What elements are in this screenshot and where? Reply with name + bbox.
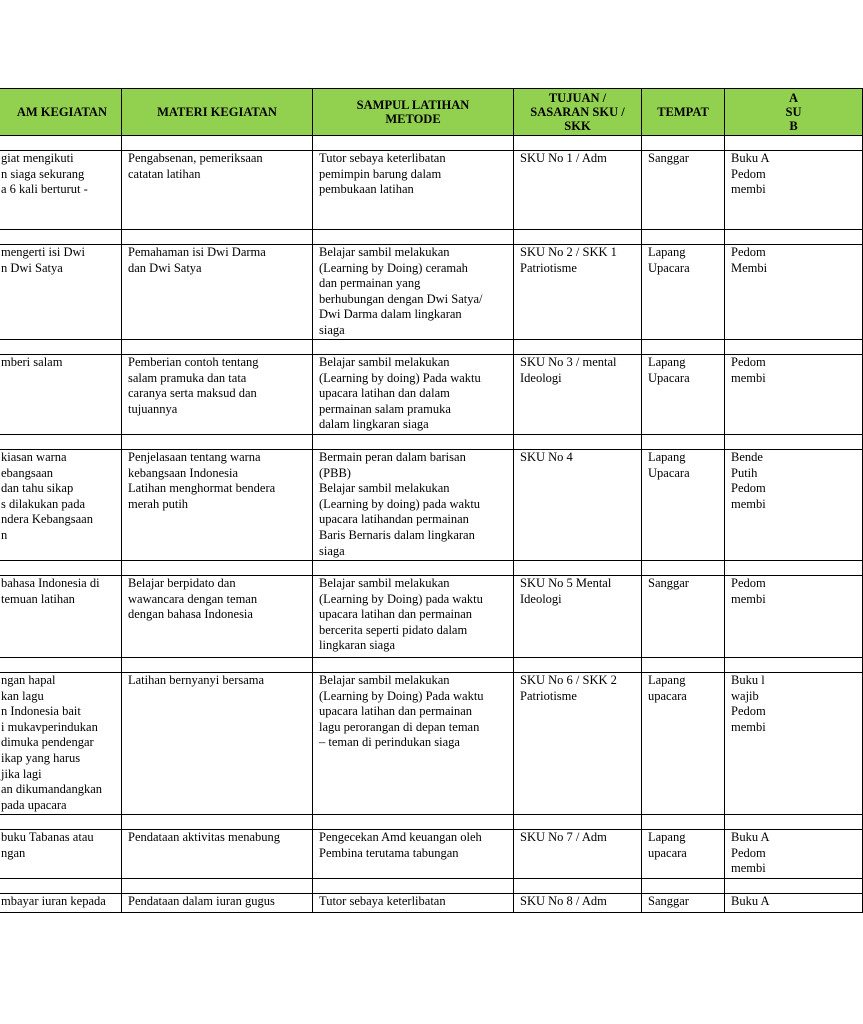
spacer-cell xyxy=(122,658,313,673)
spacer-row xyxy=(0,815,863,830)
spacer-cell xyxy=(0,815,122,830)
cell-materi: Pemberian contoh tentang salam pramuka dan tata caranya serta maksud dan tujuannya xyxy=(122,355,313,435)
header-alat: A SU B xyxy=(725,89,863,136)
spacer-cell xyxy=(514,879,642,894)
spacer-cell xyxy=(642,435,725,450)
cell-tempat: Sanggar xyxy=(642,576,725,658)
spacer-row xyxy=(0,340,863,355)
header-tempat: TEMPAT xyxy=(642,89,725,136)
cell-kegiatan: bahasa Indonesia di temuan latihan xyxy=(0,576,122,658)
cell-tujuan: SKU No 4 xyxy=(514,450,642,561)
spacer-cell xyxy=(122,815,313,830)
cell-materi: Pemahaman isi Dwi Darma dan Dwi Satya xyxy=(122,245,313,340)
cell-tempat: Sanggar xyxy=(642,894,725,913)
cell-tujuan: SKU No 6 / SKK 2 Patriotisme xyxy=(514,673,642,815)
cell-materi: Pendataan dalam iuran gugus xyxy=(122,894,313,913)
spacer-cell xyxy=(122,435,313,450)
cell-metode: Belajar sambil melakukan (Learning by Doing) ceramah dan permainan yang berhubungan dengan Dwi Satya/ Dwi Darma dalam lingkaran siaga xyxy=(313,245,514,340)
spacer-cell xyxy=(725,879,863,894)
spacer-cell xyxy=(514,230,642,245)
spacer-cell xyxy=(642,815,725,830)
spacer-cell xyxy=(725,658,863,673)
table-row xyxy=(0,673,863,815)
spacer-cell xyxy=(313,561,514,576)
cell-metode: Pengecekan Amd keuangan oleh Pembina terutama tabungan xyxy=(313,830,514,879)
cell-alat: Pedom Membi xyxy=(725,245,863,340)
table-row xyxy=(0,151,863,230)
table-row xyxy=(0,576,863,658)
table-row xyxy=(0,355,863,435)
cell-kegiatan: mberi salam xyxy=(0,355,122,435)
spacer-cell xyxy=(313,879,514,894)
header-tujuan: TUJUAN / SASARAN SKU / SKK xyxy=(514,89,642,136)
cell-materi: Latihan bernyanyi bersama xyxy=(122,673,313,815)
cell-tempat: Lapang Upacara xyxy=(642,245,725,340)
cell-alat: Pedom membi xyxy=(725,576,863,658)
cell-tujuan: SKU No 1 / Adm xyxy=(514,151,642,230)
cell-alat: Buku A Pedom membi xyxy=(725,830,863,879)
cell-metode: Belajar sambil melakukan (Learning by doing) Pada waktu upacara latihan dan dalam permainan salam pramuka dalam lingkaran siaga xyxy=(313,355,514,435)
spacer-cell xyxy=(122,230,313,245)
spacer-cell xyxy=(0,230,122,245)
cell-alat: Bende Putih Pedom membi xyxy=(725,450,863,561)
cell-tempat: Lapang Upacara xyxy=(642,450,725,561)
spacer-cell xyxy=(642,879,725,894)
cell-materi: Pendataan aktivitas menabung xyxy=(122,830,313,879)
cell-metode: Bermain peran dalam barisan (PBB) Belajar sambil melakukan (Learning by doing) pada waktu upacara latihandan permainan Baris Bernaris dalam lingkaran siaga xyxy=(313,450,514,561)
header-metode: SAMPUL LATIHAN METODE xyxy=(313,89,514,136)
spacer-cell xyxy=(122,136,313,151)
cell-tempat: Lapang upacara xyxy=(642,673,725,815)
spacer-cell xyxy=(514,815,642,830)
spacer-cell xyxy=(122,561,313,576)
spacer-cell xyxy=(642,561,725,576)
spacer-cell xyxy=(514,340,642,355)
cell-materi: Belajar berpidato dan wawancara dengan teman dengan bahasa Indonesia xyxy=(122,576,313,658)
table-row xyxy=(0,830,863,879)
table-body xyxy=(0,136,863,913)
spacer-cell xyxy=(313,340,514,355)
cell-kegiatan: giat mengikuti n siaga sekurang a 6 kali berturut - xyxy=(0,151,122,230)
spacer-cell xyxy=(313,230,514,245)
cell-tujuan: SKU No 3 / mental Ideologi xyxy=(514,355,642,435)
cell-kegiatan: kiasan warna ebangsaan dan tahu sikap s dilakukan pada ndera Kebangsaan n xyxy=(0,450,122,561)
table-header-row xyxy=(0,89,863,136)
spacer-row xyxy=(0,136,863,151)
cell-alat: Pedom membi xyxy=(725,355,863,435)
cell-tujuan: SKU No 2 / SKK 1 Patriotisme xyxy=(514,245,642,340)
cell-metode: Belajar sambil melakukan (Learning by Doing) pada waktu upacara latihan dan permainan bercerita seperti pidato dalam lingkaran siaga xyxy=(313,576,514,658)
spacer-cell xyxy=(0,340,122,355)
cell-metode: Tutor sebaya keterlibatan pemimpin barung dalam pembukaan latihan xyxy=(313,151,514,230)
header-materi-kegiatan: MATERI KEGIATAN xyxy=(122,89,313,136)
cell-kegiatan: ngan hapal kan lagu n Indonesia bait i mukavperindukan dimuka pendengar ikap yang harus jika lagi an dikumandangkan pada upacara xyxy=(0,673,122,815)
header-nama-kegiatan: AM KEGIATAN xyxy=(0,89,122,136)
spacer-cell xyxy=(725,230,863,245)
spacer-cell xyxy=(0,879,122,894)
spacer-cell xyxy=(0,435,122,450)
spacer-cell xyxy=(313,658,514,673)
spacer-row xyxy=(0,879,863,894)
cell-tempat: Lapang upacara xyxy=(642,830,725,879)
spacer-cell xyxy=(725,136,863,151)
spacer-cell xyxy=(642,230,725,245)
spacer-cell xyxy=(0,561,122,576)
cell-kegiatan: mbayar iuran kepada xyxy=(0,894,122,913)
cell-alat: Buku l wajib Pedom membi xyxy=(725,673,863,815)
cell-alat: Buku A Pedom membi xyxy=(725,151,863,230)
spacer-cell xyxy=(642,340,725,355)
table-row xyxy=(0,245,863,340)
cell-tujuan: SKU No 5 Mental Ideologi xyxy=(514,576,642,658)
spacer-cell xyxy=(313,136,514,151)
spacer-row xyxy=(0,435,863,450)
spacer-cell xyxy=(514,136,642,151)
spacer-row xyxy=(0,230,863,245)
spacer-row xyxy=(0,658,863,673)
cell-tujuan: SKU No 7 / Adm xyxy=(514,830,642,879)
activity-table xyxy=(0,88,863,913)
spacer-cell xyxy=(122,879,313,894)
spacer-cell xyxy=(725,815,863,830)
spacer-cell xyxy=(0,136,122,151)
cell-materi: Penjelasaan tentang warna kebangsaan Indonesia Latihan menghormat bendera merah putih xyxy=(122,450,313,561)
cell-materi: Pengabsenan, pemeriksaan catatan latihan xyxy=(122,151,313,230)
spacer-cell xyxy=(642,136,725,151)
spacer-cell xyxy=(122,340,313,355)
cell-metode: Belajar sambil melakukan (Learning by Doing) Pada waktu upacara latihan dan permainan lagu perorangan di depan teman – teman di perindukan siaga xyxy=(313,673,514,815)
spacer-cell xyxy=(514,561,642,576)
cell-tujuan: SKU No 8 / Adm xyxy=(514,894,642,913)
spacer-cell xyxy=(725,561,863,576)
spacer-cell xyxy=(313,435,514,450)
cell-kegiatan: mengerti isi Dwi n Dwi Satya xyxy=(0,245,122,340)
spacer-cell xyxy=(725,435,863,450)
cell-tempat: Sanggar xyxy=(642,151,725,230)
cell-kegiatan: buku Tabanas atau ngan xyxy=(0,830,122,879)
spacer-cell xyxy=(514,658,642,673)
cell-tempat: Lapang Upacara xyxy=(642,355,725,435)
spacer-cell xyxy=(514,435,642,450)
cell-metode: Tutor sebaya keterlibatan xyxy=(313,894,514,913)
spacer-cell xyxy=(0,658,122,673)
cell-alat: Buku A xyxy=(725,894,863,913)
table-row xyxy=(0,450,863,561)
spacer-cell xyxy=(313,815,514,830)
activity-table-wrapper xyxy=(0,88,862,913)
table-row xyxy=(0,894,863,913)
spacer-cell xyxy=(725,340,863,355)
spacer-row xyxy=(0,561,863,576)
spacer-cell xyxy=(642,658,725,673)
